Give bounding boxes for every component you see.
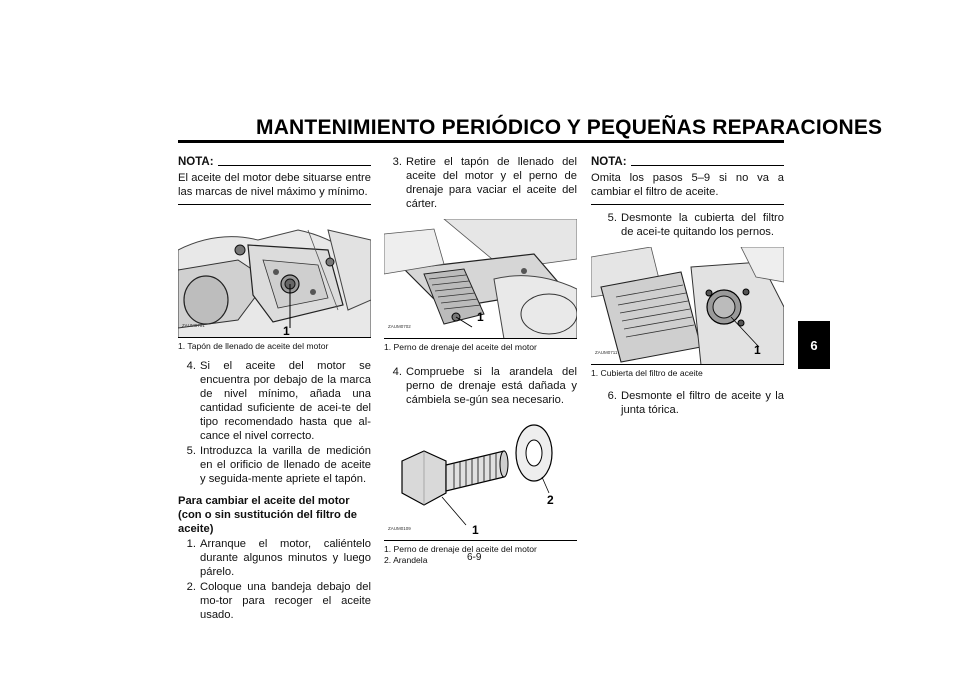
figure-callout: 1 — [754, 343, 761, 357]
nota-heading — [591, 155, 784, 169]
figure-callout: 1 — [283, 324, 290, 338]
figure-callout: 1 — [477, 310, 484, 324]
title-rule — [178, 140, 784, 143]
steps-list — [178, 537, 371, 622]
figure-callout-bolt: 1 — [472, 523, 479, 537]
chapter-tab[interactable]: 6 — [798, 321, 830, 369]
column-2 — [384, 155, 577, 566]
figure-code: ZAUM0702 — [388, 324, 411, 329]
nota-label: NOTA: — [178, 156, 214, 168]
page-title: MANTENIMIENTO PERIÓDICO Y PEQUEÑAS REPARACIONES — [256, 116, 883, 139]
figure-oil-filler-cap — [178, 210, 371, 338]
nota-text: Omita los pasos 5–9 si no va a cambiar el filtro de aceite. — [591, 172, 784, 198]
column-1 — [178, 155, 371, 622]
nota-rule — [218, 165, 371, 166]
nota-label: NOTA: — [591, 156, 627, 168]
figure-caption: 1. Perno de drenaje del aceite del motor — [384, 342, 537, 352]
step-item: 5. Introduzca la varilla de medición en el orificio de llenado de aceite y seguida-mente apriete el tapón. — [186, 445, 371, 485]
nota-heading — [178, 155, 371, 169]
figure-caption: 1. Tapón de llenado de aceite del motor — [178, 341, 329, 351]
steps-list — [178, 359, 371, 486]
figure-code: ZAUM0109 — [388, 526, 411, 531]
figure-oil-filter-cover — [591, 247, 784, 365]
page-number: 6-9 — [467, 552, 482, 563]
column-3 — [591, 155, 784, 417]
nota-text: El aceite del motor debe situarse entre las marcas de nivel máximo y mínimo. — [178, 172, 371, 198]
figure-drain-bolt-location — [384, 219, 577, 339]
figure-caption: 1. Perno de drenaje del aceite del motor — [384, 544, 537, 554]
figure-code: ZAUM0701 — [182, 323, 205, 328]
nota-end-rule — [591, 204, 784, 205]
step-item: 2. Coloque una bandeja debajo del mo-tor para recoger el aceite usado. — [186, 581, 371, 621]
figure-drain-bolt-washer — [384, 413, 577, 541]
nota-rule — [631, 165, 784, 166]
step-item: 4. Si el aceite del motor se encuentra por debajo de la marca de nivel mínimo, añada una cantidad suficiente de acei-te del tipo recomendado hasta que al-cance el nivel correcto. — [186, 360, 371, 442]
step-item: 4. Compruebe si la arandela del perno de drenaje está dañada y cámbiela se-gún sea necesario. — [392, 366, 577, 406]
bolt-washer-illustration — [384, 413, 577, 541]
section-subheading: Para cambiar el aceite del motor (con o sin sustitución del filtro de aceite) — [178, 495, 358, 535]
step-item: 5. Desmonte la cubierta del filtro de acei-te quitando los pernos. — [607, 212, 784, 238]
engine-illustration — [178, 210, 371, 338]
figure-caption: 2. Arandela — [384, 555, 428, 565]
step-item: 1. Arranque el motor, caliéntelo durante algunos minutos y luego párelo. — [186, 538, 371, 578]
figure-code: ZAUM0711 — [595, 350, 618, 355]
nota-end-rule — [178, 204, 371, 205]
figure-callout-washer: 2 — [547, 493, 554, 507]
figure-caption: 1. Cubierta del filtro de aceite — [591, 368, 703, 378]
step-item: 3. Retire el tapón de llenado del aceite del motor y el perno de drenaje para vaciar el aceite del cárter. — [392, 156, 577, 210]
step-item: 6. Desmonte el filtro de aceite y la junta tórica. — [607, 390, 784, 416]
